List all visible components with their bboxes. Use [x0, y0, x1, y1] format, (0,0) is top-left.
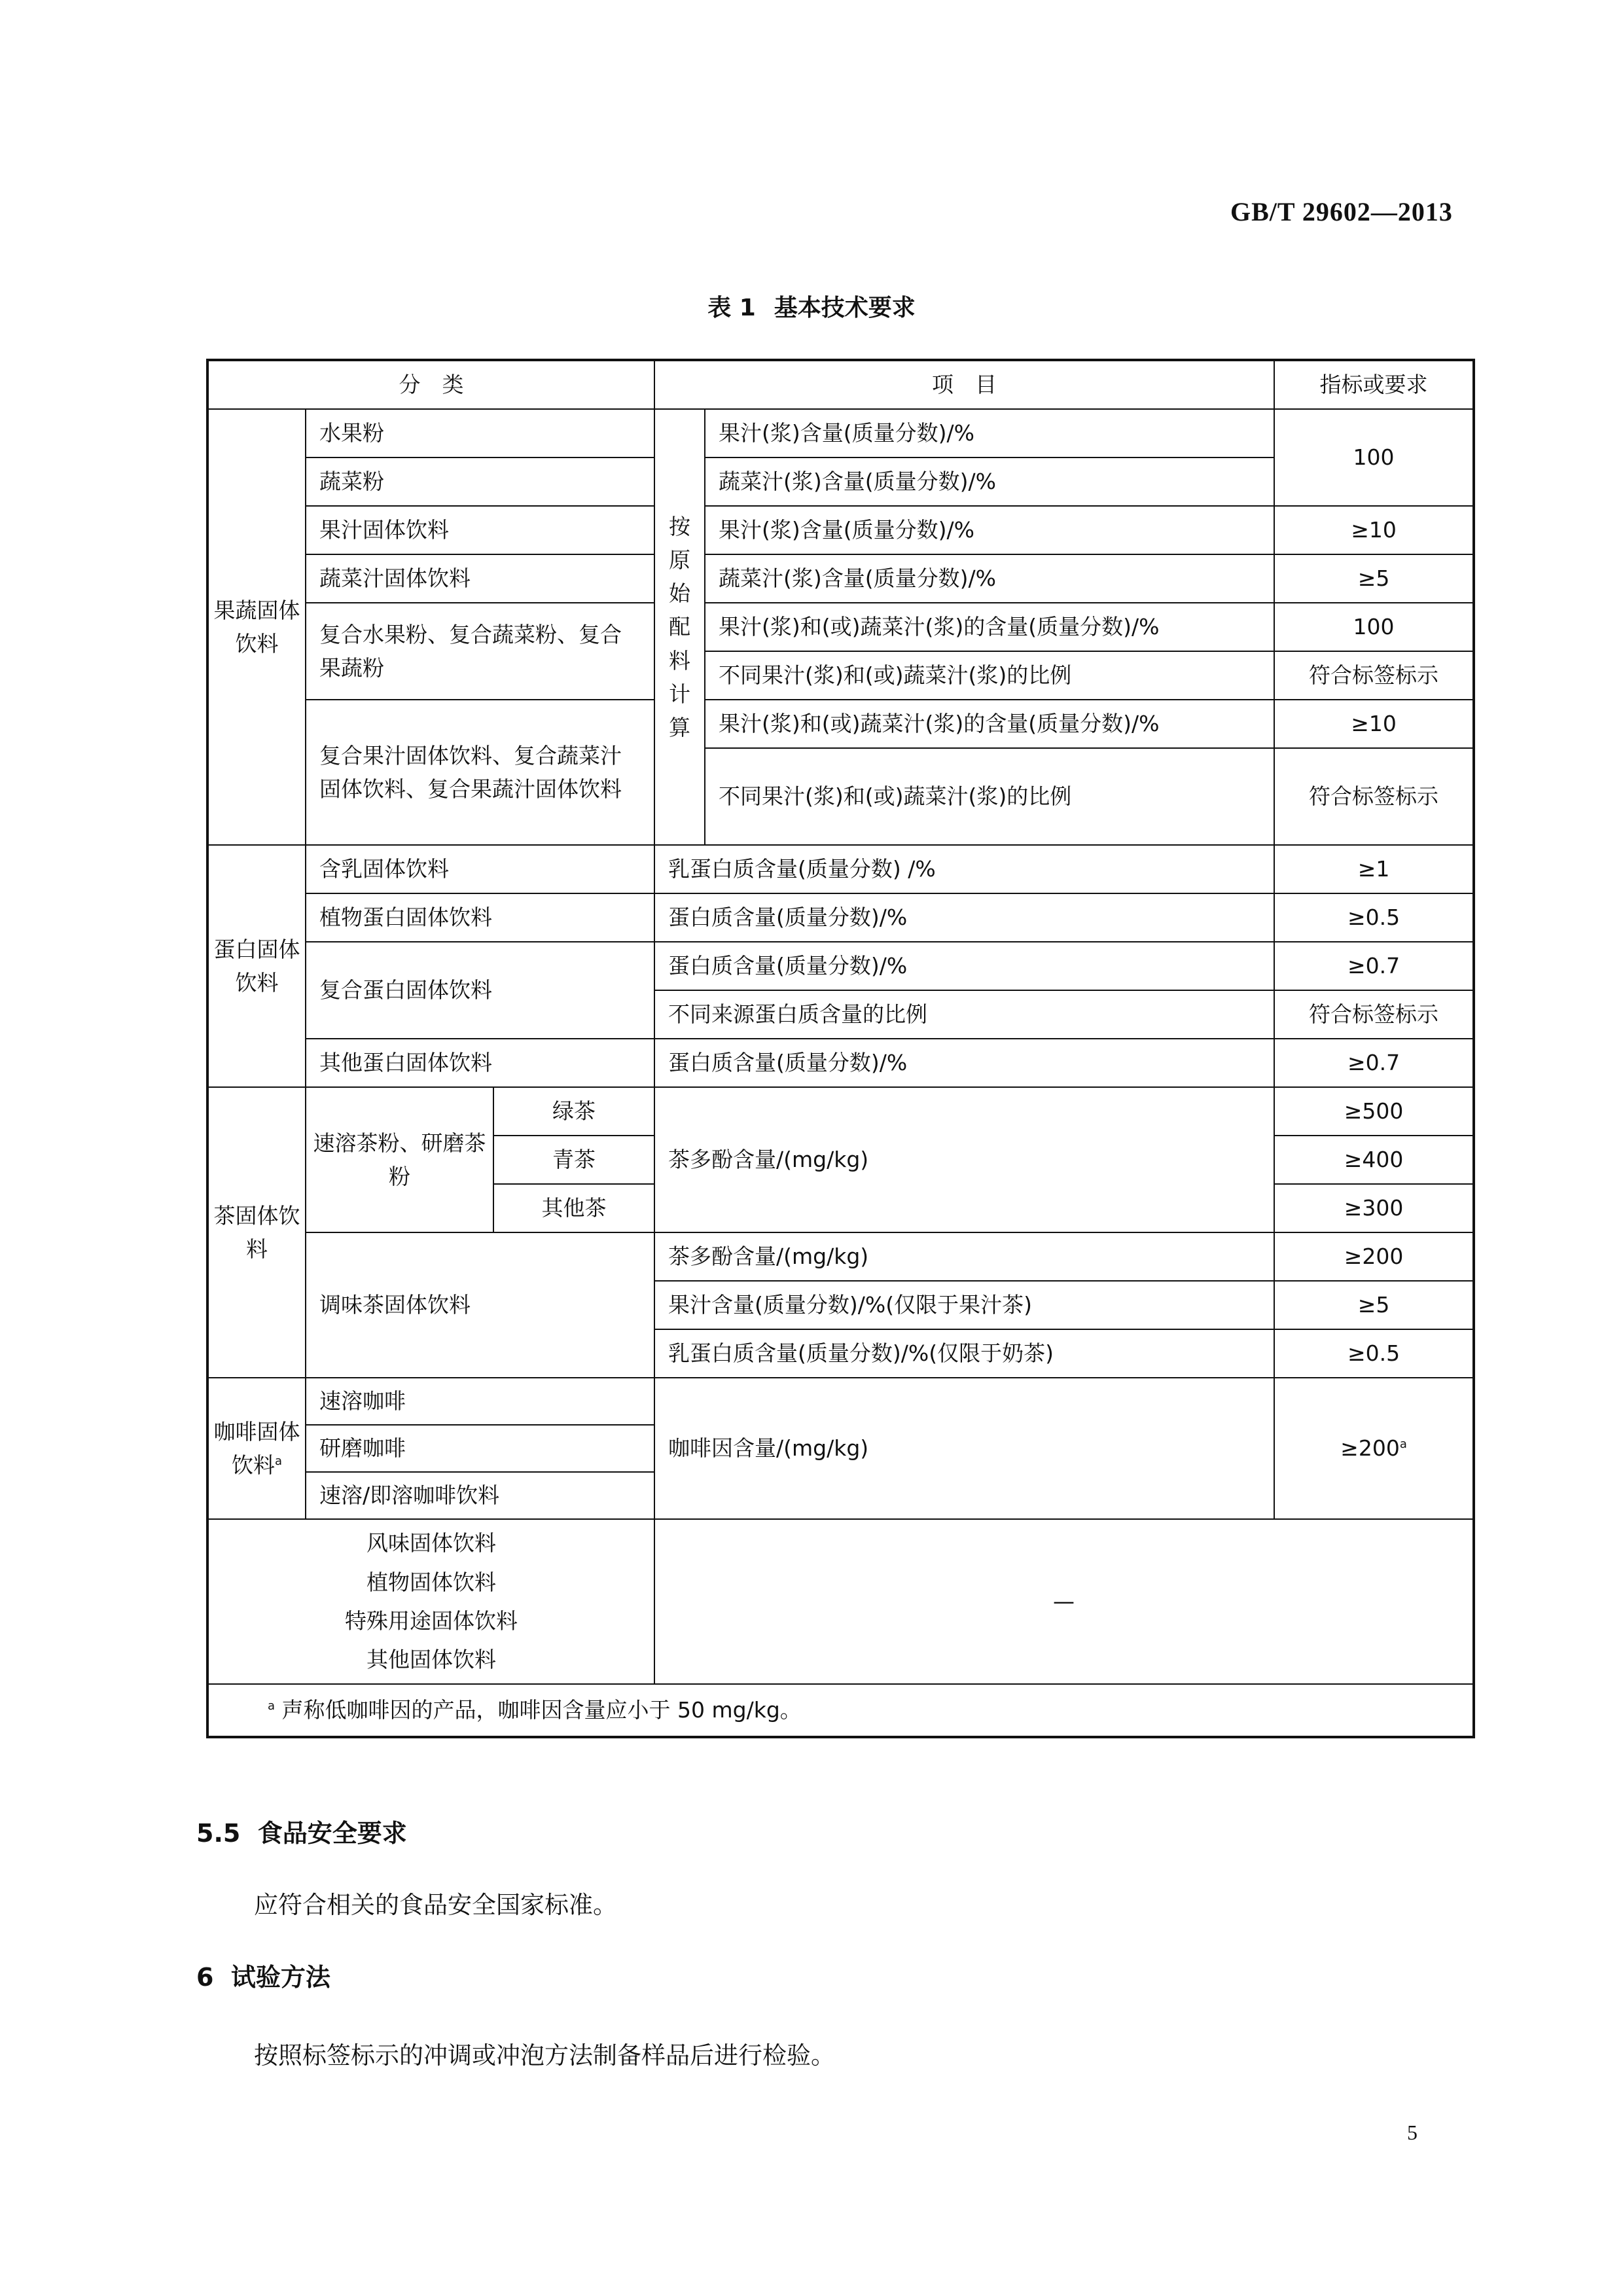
subcategory: 研磨咖啡	[306, 1425, 654, 1472]
subcategory: 特殊用途固体饮料	[345, 1608, 518, 1634]
subcategory: 风味固体饮料	[366, 1530, 496, 1556]
subcategory: 速溶咖啡	[306, 1378, 654, 1425]
table-row	[207, 700, 1474, 748]
category-protein: 蛋白固体饮料	[207, 845, 306, 1087]
requirement: 100	[1274, 409, 1474, 506]
tea-type: 绿茶	[493, 1087, 654, 1136]
requirement: ≥0.5	[1274, 1329, 1474, 1378]
not-applicable: —	[654, 1519, 1474, 1684]
requirement: 符合标签标示	[1274, 748, 1474, 845]
subcategory: 水果粉	[306, 409, 654, 457]
item: 乳蛋白质含量(质量分数)/%(仅限于奶茶)	[654, 1329, 1274, 1378]
item: 果汁含量(质量分数)/%(仅限于果汁茶)	[654, 1281, 1274, 1329]
table-row	[207, 1087, 1474, 1136]
subcategory: 其他固体饮料	[366, 1647, 496, 1673]
item: 乳蛋白质含量(质量分数) /%	[654, 845, 1274, 893]
page-number: 5	[1407, 2121, 1418, 2144]
subcategory: 其他蛋白固体饮料	[306, 1039, 654, 1087]
footnote-mark: a	[1399, 1437, 1407, 1452]
item: 果汁(浆)和(或)蔬菜汁(浆)的含量(质量分数)/%	[705, 603, 1274, 651]
subcategory: 复合水果粉、复合蔬菜粉、复合果蔬粉	[306, 603, 654, 700]
table-row	[207, 1519, 1474, 1684]
section-heading-6	[196, 1957, 330, 1993]
table-row	[207, 603, 1474, 651]
requirement: ≥400	[1274, 1136, 1474, 1184]
table-row	[207, 845, 1474, 893]
requirement: ≥200	[1274, 1232, 1474, 1281]
subcategory: 调味茶固体饮料	[306, 1232, 654, 1378]
tea-type: 其他茶	[493, 1184, 654, 1232]
other-categories	[207, 1519, 654, 1684]
item: 果汁(浆)含量(质量分数)/%	[705, 506, 1274, 554]
table-caption: 基本技术要求	[774, 295, 916, 321]
category-coffee-text: 咖啡固体饮料	[213, 1418, 300, 1478]
table-footnote-row	[207, 1684, 1474, 1737]
subcategory: 蔬菜汁固体饮料	[306, 554, 654, 603]
table-row	[207, 1039, 1474, 1087]
requirement: ≥0.7	[1274, 942, 1474, 990]
table-title	[0, 289, 1623, 323]
header-category: 分 类	[207, 360, 654, 409]
section-title: 试验方法	[230, 1963, 330, 1992]
item: 蔬菜汁(浆)含量(质量分数)/%	[705, 554, 1274, 603]
section-number: 6	[196, 1963, 214, 1992]
item: 茶多酚含量/(mg/kg)	[654, 1232, 1274, 1281]
subcategory: 复合蛋白固体饮料	[306, 942, 654, 1039]
item: 咖啡因含量/(mg/kg)	[654, 1378, 1274, 1519]
subcategory: 蔬菜粉	[306, 457, 654, 506]
section-body: 应符合相关的食品安全国家标准。	[254, 1891, 617, 1919]
section-number: 5.5	[196, 1819, 241, 1848]
header-requirement: 指标或要求	[1274, 360, 1474, 409]
requirement: ≥0.7	[1274, 1039, 1474, 1087]
item: 蛋白质含量(质量分数)/%	[654, 942, 1274, 990]
item: 果汁(浆)含量(质量分数)/%	[705, 409, 1274, 457]
subcategory: 含乳固体饮料	[306, 845, 654, 893]
requirement: ≥0.5	[1274, 893, 1474, 942]
footnote-mark: a	[268, 1699, 276, 1713]
item: 不同果汁(浆)和(或)蔬菜汁(浆)的比例	[705, 748, 1274, 845]
requirement-value: ≥200	[1340, 1435, 1400, 1462]
table-row	[207, 1232, 1474, 1281]
requirement: ≥5	[1274, 554, 1474, 603]
requirement: ≥10	[1274, 700, 1474, 748]
requirement: ≥5	[1274, 1281, 1474, 1329]
subcategory: 植物蛋白固体饮料	[306, 893, 654, 942]
calc-note	[654, 409, 705, 845]
item: 蛋白质含量(质量分数)/%	[654, 1039, 1274, 1087]
table-row	[207, 409, 1474, 457]
category-coffee	[207, 1378, 306, 1519]
subcategory: 果汁固体饮料	[306, 506, 654, 554]
requirement: 100	[1274, 603, 1474, 651]
item: 蔬菜汁(浆)含量(质量分数)/%	[705, 457, 1274, 506]
table-row	[207, 942, 1474, 990]
subcategory: 速溶/即溶咖啡饮料	[306, 1472, 654, 1519]
item: 不同果汁(浆)和(或)蔬菜汁(浆)的比例	[705, 651, 1274, 700]
item: 不同来源蛋白质含量的比例	[654, 990, 1274, 1039]
item: 茶多酚含量/(mg/kg)	[654, 1087, 1274, 1232]
footnote-mark: a	[274, 1454, 283, 1468]
section-title: 食品安全要求	[257, 1819, 407, 1848]
requirement: ≥1	[1274, 845, 1474, 893]
calc-note-text: 按原始配料计算	[669, 514, 691, 740]
table-number: 表 1	[707, 295, 756, 321]
table-footnote	[207, 1684, 1474, 1737]
category-fruit-veg: 果蔬固体饮料	[207, 409, 306, 845]
category-tea: 茶固体饮料	[207, 1087, 306, 1378]
subcategory: 复合果汁固体饮料、复合蔬菜汁固体饮料、复合果蔬汁固体饮料	[306, 700, 654, 845]
footnote-text: 声称低咖啡因的产品，咖啡因含量应小于 50 mg/kg。	[281, 1697, 802, 1723]
table-header-row	[207, 360, 1474, 409]
standard-code: GB/T 29602—2013	[1230, 197, 1453, 226]
requirement: ≥10	[1274, 506, 1474, 554]
requirement: ≥300	[1274, 1184, 1474, 1232]
table-row	[207, 893, 1474, 942]
tea-type: 青茶	[493, 1136, 654, 1184]
requirements-table	[206, 359, 1475, 1738]
requirement	[1274, 1378, 1474, 1519]
table-row	[207, 506, 1474, 554]
item: 果汁(浆)和(或)蔬菜汁(浆)的含量(质量分数)/%	[705, 700, 1274, 748]
subcategory: 植物固体饮料	[366, 1569, 496, 1595]
section-heading-5-5	[196, 1813, 407, 1849]
item: 蛋白质含量(质量分数)/%	[654, 893, 1274, 942]
table-row	[207, 1378, 1474, 1425]
requirement: 符合标签标示	[1274, 651, 1474, 700]
section-body: 按照标签标示的冲调或冲泡方法制备样品后进行检验。	[254, 2041, 835, 2070]
header-item: 项 目	[654, 360, 1274, 409]
table-row	[207, 554, 1474, 603]
requirement: ≥500	[1274, 1087, 1474, 1136]
requirement: 符合标签标示	[1274, 990, 1474, 1039]
subcategory-instant-tea: 速溶茶粉、研磨茶粉	[306, 1087, 493, 1232]
